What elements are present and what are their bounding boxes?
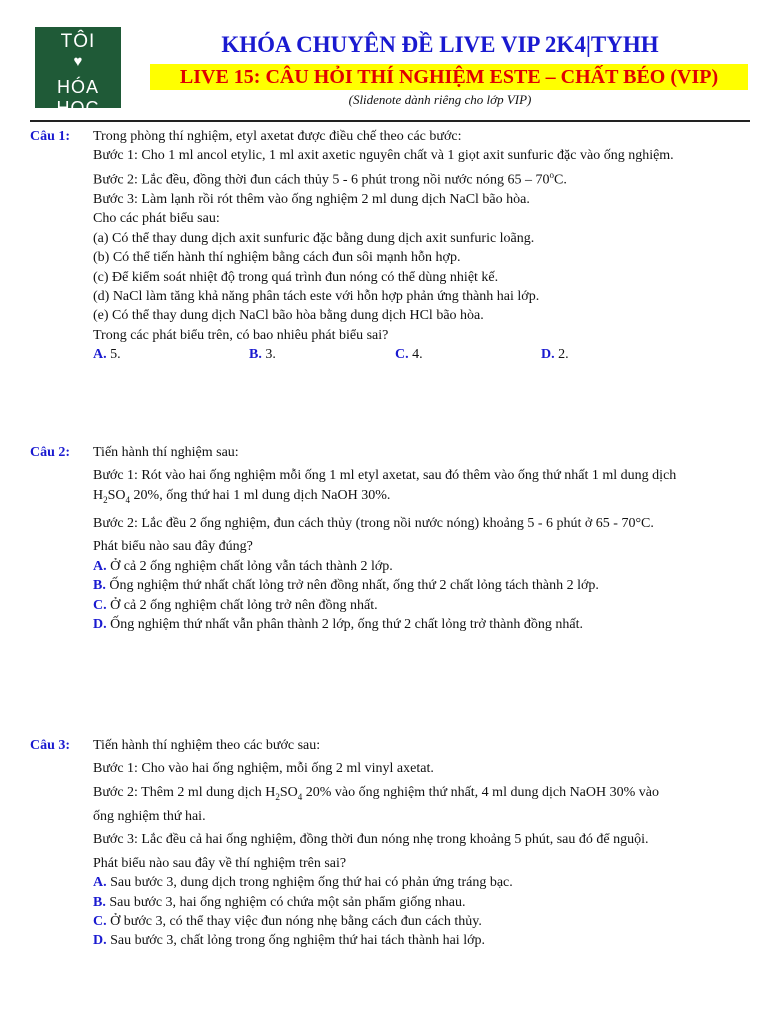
option-c[interactable]: C. 4. [395, 347, 423, 363]
question-number: Câu 2: [30, 445, 71, 460]
statement-b: (b) Có thể tiến hành thí nghiệm bằng cách đun sôi mạnh hỗn hợp. [93, 250, 461, 266]
step-2: Bước 2: Lắc đều 2 ống nghiệm, đun cách thủy (trong nồi nước nóng) khoảng 5 - 6 phút ở 65 - 70°C. [93, 516, 654, 532]
question-number: Câu 1: [30, 129, 71, 144]
option-b[interactable]: B. Ống nghiệm thứ nhất chất lỏng trở nên đồng nhất, ống thứ 2 chất lỏng tách thành 2 lớp. [93, 578, 599, 594]
step-1: Bước 1: Cho 1 ml ancol etylic, 1 ml axit axetic nguyên chất và 1 giọt axit sunfuric đặc vào ống nghiệm. [93, 148, 674, 164]
statements-prompt: Cho các phát biểu sau: [93, 211, 220, 227]
step-1-continued: $H_2SO_4$ 20%, ống thứ hai 1 ml dung dịch NaOH 30%. [93, 487, 391, 505]
option-a[interactable]: A. Ở cả 2 ống nghiệm chất lỏng vẫn tách thành 2 lớp. [93, 558, 393, 574]
logo-text-bottom: HÓA HỌC [56, 77, 100, 118]
course-title: KHÓA CHUYÊN ĐỀ LIVE VIP 2K4|TYHH [221, 32, 659, 57]
question-text: Phát biểu nào sau đây về thí nghiệm trên sai? [93, 855, 347, 871]
question-intro: Tiến hành thí nghiệm sau: [93, 445, 239, 460]
option-d[interactable]: D. Ống nghiệm thứ nhất vẫn phân thành 2 lớp, ống thứ 2 chất lỏng trở thành đồng nhất. [93, 617, 583, 633]
heart-icon: ♥ [73, 54, 83, 70]
option-c[interactable]: C. Ở cả 2 ống nghiệm chất lỏng trở nên đồng nhất. [93, 597, 378, 613]
question-3 [30, 736, 735, 951]
option-a[interactable]: A. 5. [93, 347, 121, 363]
lesson-title: LIVE 15: CÂU HỎI THÍ NGHIỆM ESTE – CHẤT BÉO (VIP) [150, 64, 748, 90]
question-text: Trong các phát biểu trên, có bao nhiêu phát biểu sai? [93, 327, 389, 343]
step-3: Bước 3: Làm lạnh rồi rót thêm vào ống nghiệm 2 ml dung dịch NaCl bão hòa. [93, 191, 530, 207]
logo-text-top: TÔI [60, 31, 96, 52]
lesson-note: (Slidenote dành riêng cho lớp VIP) [348, 92, 532, 107]
option-c[interactable]: C. Ở bước 3, có thể thay việc đun nóng nhẹ bằng cách đun cách thủy. [93, 914, 482, 930]
question-number: Câu 3: [30, 738, 71, 753]
statement-a: (a) Có thể thay dung dịch axit sunfuric đặc bằng dung dịch axit sunfuric loãng. [93, 230, 535, 246]
header-divider [30, 120, 750, 122]
question-1 [30, 127, 735, 365]
option-b[interactable]: B. Sau bước 3, hai ống nghiệm có chứa một sản phẩm giống nhau. [93, 894, 466, 910]
option-a[interactable]: A. Sau bước 3, dung dịch trong nghiệm ống thứ hai có phản ứng tráng bạc. [93, 875, 513, 891]
logo [35, 27, 121, 118]
step-2: Bước 2: Lắc đều, đồng thời đun cách thủy 5 - 6 phút trong nồi nước nóng 65 – 70$^o$C. [93, 169, 567, 188]
question-text: Phát biểu nào sau đây đúng? [93, 539, 253, 555]
statement-c: (c) Để kiểm soát nhiệt độ trong quá trình đun nóng có thể dùng nhiệt kế. [93, 269, 499, 285]
option-d[interactable]: D. Sau bước 3, chất lỏng trong ống nghiệm thứ hai tách thành hai lớp. [93, 933, 485, 949]
statement-e: (e) Có thể thay dung dịch NaCl bão hòa bằng dung dịch HCl bão hòa. [93, 308, 484, 324]
question-2 [30, 443, 735, 634]
question-intro: Trong phòng thí nghiệm, etyl axetat được điều chế theo các bước: [93, 129, 462, 144]
answer-options [93, 345, 735, 364]
step-1: Bước 1: Rót vào hai ống nghiệm mỗi ống 1 ml etyl axetat, sau đó thêm vào ống thứ nhất 1 ml dung dịch [93, 468, 677, 484]
statement-d: (d) NaCl làm tăng khả năng phân tách este với hỗn hợp phản ứng thành hai lớp. [93, 288, 540, 304]
question-intro: Tiến hành thí nghiệm theo các bước sau: [93, 738, 321, 753]
option-b[interactable]: B. 3. [249, 347, 276, 363]
option-d[interactable]: D. 2. [541, 347, 569, 363]
step-2-continued: ống nghiệm thứ hai. [93, 809, 206, 825]
step-2: Bước 2: Thêm 2 ml dung dịch $H_2SO_4$ 20% vào ống nghiệm thứ nhất, 4 ml dung dịch NaOH 30% vào [93, 784, 659, 802]
step-1: Bước 1: Cho vào hai ống nghiệm, mỗi ống 2 ml vinyl axetat. [93, 761, 434, 777]
step-3: Bước 3: Lắc đều cả hai ống nghiệm, đồng thời đun nóng nhẹ trong khoảng 5 phút, sau đó để nguội. [93, 832, 649, 848]
